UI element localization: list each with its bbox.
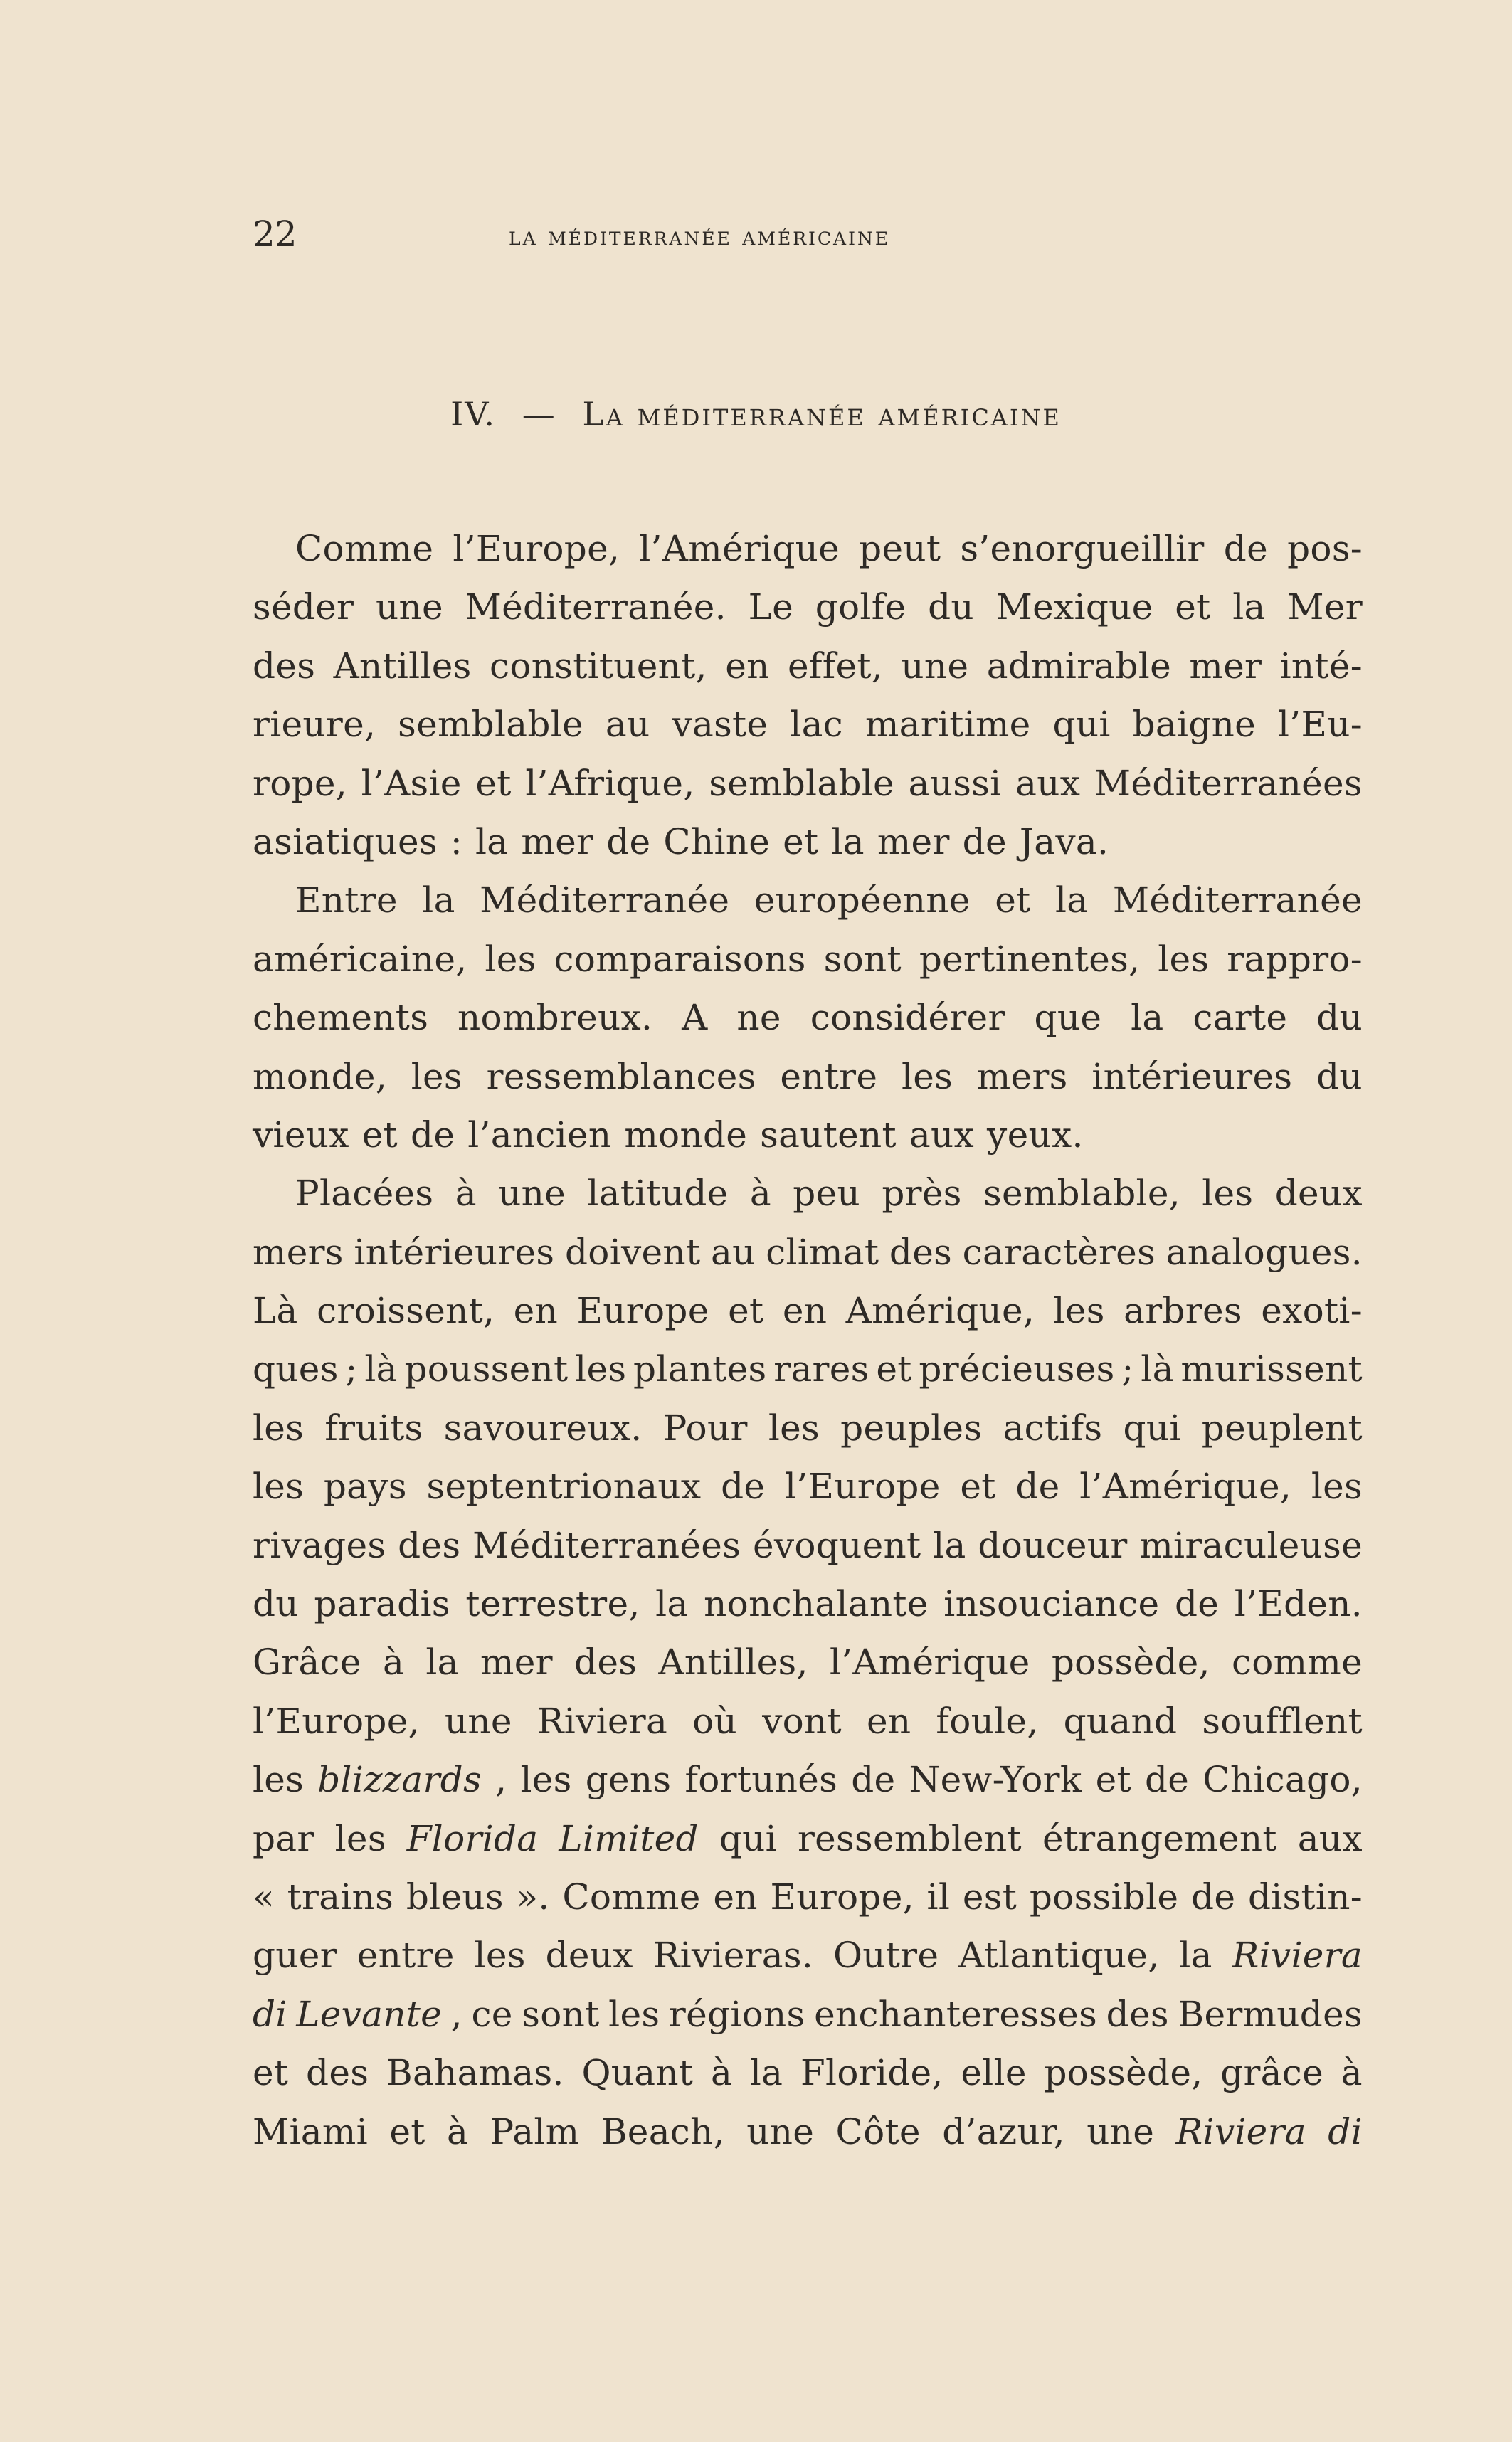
page-number: 22 — [253, 213, 297, 255]
text-line: monde, les ressemblances entre les mers intérieures du — [253, 1055, 1363, 1097]
text-line: les blizzards , les gens fortunés de New-York et de Chicago, — [253, 1759, 1363, 1801]
text-line: et des Bahamas. Quant à la Floride, elle possède, grâce à — [253, 2052, 1363, 2094]
text-line: du paradis terrestre, la nonchalante insouciance de l’Eden. — [253, 1583, 1363, 1625]
text-line: les fruits savoureux. Pour les peuples actifs qui peuplent — [253, 1407, 1363, 1449]
text-line: Entre la Méditerranée européenne et la Méditerranée — [295, 879, 1363, 921]
text-line: di Levante , ce sont les régions enchanteresses des Bermudes — [253, 1993, 1363, 2035]
text-line: rivages des Méditerranées évoquent la douceur miraculeuse — [253, 1524, 1363, 1566]
text-line: américaine, les comparaisons sont pertinentes, les rappro- — [253, 938, 1363, 980]
text-line: guer entre les deux Rivieras. Outre Atlantique, la Riviera — [253, 1935, 1363, 1977]
text-line: par les Florida Limited qui ressemblent étrangement aux — [253, 1817, 1363, 1859]
section-dash: — — [522, 395, 556, 433]
running-title: la méditerranée américaine — [509, 222, 891, 251]
text-line: mers intérieures doivent au climat des caractères analogues. — [253, 1231, 1363, 1273]
text-line: rope, l’Asie et l’Afrique, semblable aussi aux Méditerranées — [253, 762, 1363, 804]
text-line: Grâce à la mer des Antilles, l’Amérique possède, comme — [253, 1642, 1363, 1684]
text-line: « trains bleus ». Comme en Europe, il est possible de distin- — [253, 1876, 1363, 1918]
text-line: séder une Méditerranée. Le golfe du Mexique et la Mer — [253, 586, 1363, 628]
running-header — [253, 213, 1363, 263]
text-line: asiatiques : la mer de Chine et la mer de Java. — [253, 820, 1109, 862]
text-line: les pays septentrionaux de l’Europe et de l’Amérique, les — [253, 1466, 1363, 1508]
body-text — [253, 519, 1363, 2161]
text-line: l’Europe, une Riviera où vont en foule, quand soufflent — [253, 1700, 1363, 1742]
text-line: Miami et à Palm Beach, une Côte d’azur, une Riviera di — [253, 2110, 1363, 2152]
text-line: vieux et de l’ancien monde sautent aux yeux. — [253, 1114, 1084, 1156]
text-line: Là croissent, en Europe et en Amérique, les arbres exoti- — [253, 1290, 1363, 1332]
text-line: Comme l’Europe, l’Amérique peut s’enorgueillir de pos- — [295, 528, 1363, 569]
text-line: chements nombreux. A ne considérer que la carte du — [253, 997, 1363, 1039]
section-title: La méditerranée américaine — [582, 395, 1062, 433]
text-line: rieure, semblable au vaste lac maritime qui baigne l’Eu- — [253, 704, 1363, 746]
text-line: ques ; là poussent les plantes rares et précieuses ; là murissent — [253, 1348, 1363, 1390]
text-line: des Antilles constituent, en effet, une admirable mer inté- — [253, 645, 1363, 687]
section-numeral: IV. — [450, 395, 497, 433]
section-heading — [0, 395, 1512, 433]
text-line: Placées à une latitude à peu près semblable, les deux — [295, 1173, 1363, 1215]
